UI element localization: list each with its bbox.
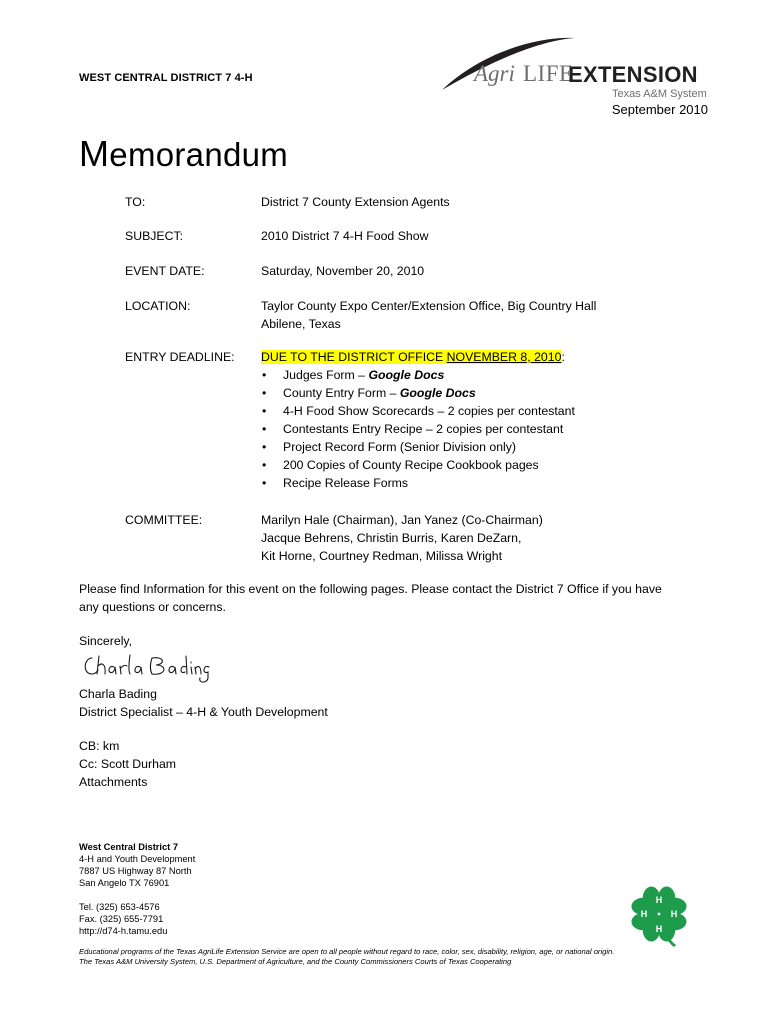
disclaimer-line-1: Educational programs of the Texas AgriLife Extension Service are open to all people without regard to race, color, sex, disability, religion, age, or national origin.: [79, 947, 615, 956]
to-label: TO:: [125, 195, 146, 209]
paragraph-line-2: any questions or concerns.: [79, 600, 226, 614]
committee-line-2: Jacque Behrens, Christin Burris, Karen DeZarn,: [261, 531, 522, 545]
info-paragraph: [79, 580, 719, 616]
list-item-emphasis: Google Docs: [368, 368, 445, 382]
deadline-suffix: :: [561, 350, 565, 364]
deadline-items-list: [261, 366, 731, 492]
memo-title-rest: emorandum: [109, 136, 289, 173]
list-item: [261, 456, 731, 474]
clover-letter-left: H: [640, 909, 648, 919]
footer-org: West Central District 7: [79, 842, 179, 852]
list-item-text: 4-H Food Show Scorecards – 2 copies per contestant: [283, 404, 575, 418]
event-date-label: EVENT DATE:: [125, 264, 205, 278]
signer-block: [79, 685, 719, 721]
entry-deadline-value: [261, 348, 731, 492]
list-item-text: 200 Copies of County Recipe Cookbook pages: [283, 458, 539, 472]
committee-value: [261, 511, 731, 565]
district-header: WEST CENTRAL DISTRICT 7 4-H: [79, 72, 253, 84]
list-item: [261, 420, 731, 438]
committee-line-3: Kit Horne, Courtney Redman, Milissa Wright: [261, 549, 503, 563]
paragraph-line-1: Please find Information for this event on the following pages. Please contact the District 7 Office if you have: [79, 582, 662, 596]
four-h-clover-icon: [624, 879, 694, 949]
clover-letter-bottom: H: [655, 924, 663, 934]
memo-title-initial: M: [79, 133, 110, 174]
footer-dept: 4-H and Youth Development: [79, 854, 196, 864]
to-value: District 7 County Extension Agents: [261, 195, 450, 209]
list-item: [261, 474, 731, 492]
signer-title: District Specialist – 4-H & Youth Development: [79, 705, 328, 719]
footer-fax: Fax. (325) 655-7791: [79, 914, 164, 924]
list-item-text: Project Record Form (Senior Division only): [283, 440, 517, 454]
logo-agri-text: Agri: [474, 61, 515, 86]
attachments-note: Attachments: [79, 775, 148, 789]
list-item: [261, 366, 731, 384]
committee-line-1: Marilyn Hale (Chairman), Jan Yanez (Co-Chairman): [261, 513, 543, 527]
disclaimer-line-2: The Texas A&M University System, U.S. Department of Agriculture, and the County Commissioners Courts of Texas Cooperating: [79, 957, 512, 966]
location-line-1: Taylor County Expo Center/Extension Office, Big Country Hall: [261, 299, 597, 313]
signer-name: Charla Bading: [79, 687, 157, 701]
memo-notes: [79, 737, 719, 791]
footer-web: http://d74-h.tamu.edu: [79, 926, 168, 936]
memo-date: September 2010: [611, 102, 708, 117]
deadline-date: NOVEMBER 8, 2010: [446, 350, 562, 364]
subject-label: SUBJECT:: [125, 229, 184, 243]
signature-image: [80, 650, 210, 684]
location-value: [261, 297, 731, 333]
clover-letter-top: H: [655, 895, 663, 905]
deadline-prefix: DUE TO THE DISTRICT OFFICE: [261, 350, 447, 364]
disclaimer: [79, 947, 699, 967]
list-item: [261, 384, 731, 402]
subject-value: 2010 District 7 4-H Food Show: [261, 229, 429, 243]
deadline-line: [261, 348, 731, 366]
initials-note: CB: km: [79, 739, 120, 753]
agrilife-logo: [440, 34, 710, 104]
list-item-text: Judges Form –: [283, 368, 369, 382]
clover-letter-right: H: [670, 909, 678, 919]
logo-life-text: LIFE: [523, 61, 574, 86]
footer-city: San Angelo TX 76901: [79, 878, 170, 888]
list-item-emphasis: Google Docs: [399, 386, 476, 400]
location-line-2: Abilene, Texas: [261, 317, 341, 331]
cc-note: Cc: Scott Durham: [79, 757, 177, 771]
list-item-text: Contestants Entry Recipe – 2 copies per contestant: [283, 422, 564, 436]
event-date-value: Saturday, November 20, 2010: [261, 264, 425, 278]
list-item-text: County Entry Form –: [283, 386, 400, 400]
salutation: Sincerely,: [79, 634, 133, 648]
footer-street: 7887 US Highway 87 North: [79, 866, 192, 876]
footer-tel: Tel. (325) 653-4576: [79, 902, 160, 912]
logo-system-text: Texas A&M System: [612, 88, 707, 100]
committee-label: COMMITTEE:: [125, 513, 203, 527]
entry-deadline-label: ENTRY DEADLINE:: [125, 350, 235, 364]
list-item-text: Recipe Release Forms: [283, 476, 409, 490]
footer-address: [79, 841, 195, 937]
logo-extension-text: EXTENSION: [568, 62, 698, 87]
list-item: [261, 438, 731, 456]
list-item: [261, 402, 731, 420]
memo-title: [79, 133, 288, 175]
location-label: LOCATION:: [125, 299, 191, 313]
